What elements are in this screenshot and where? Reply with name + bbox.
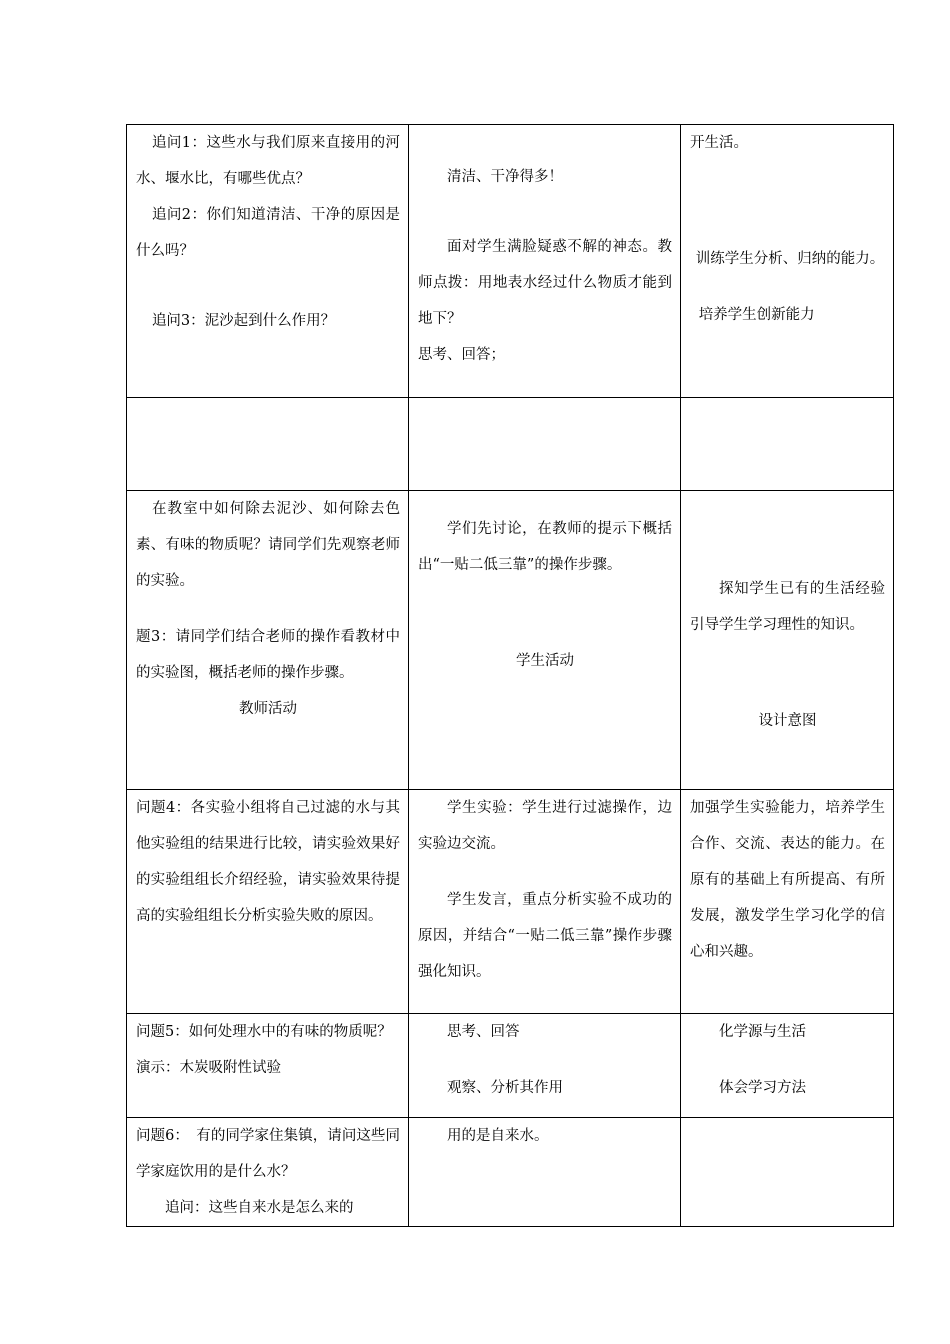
table-row: [127, 491, 894, 790]
table-row: [127, 125, 894, 398]
design-intent-cell: [681, 491, 894, 790]
cell-text: 追问2：你们知道清洁、干净的原因是什么吗？: [136, 207, 400, 259]
empty-cell: [681, 398, 894, 491]
cell-text: 化学源与生活: [719, 1024, 806, 1040]
student-activity-cell: [409, 1014, 681, 1118]
teacher-activity-cell: [127, 1118, 409, 1227]
teacher-activity-cell: [127, 125, 409, 398]
student-activity-cell: [409, 491, 681, 790]
cell-text: 探知学生已有的生活经验引导学生学习理性的知识。: [690, 581, 885, 633]
teacher-activity-cell: [127, 790, 409, 1014]
column-footer-student: 学生活动: [516, 653, 574, 669]
empty-cell: [409, 398, 681, 491]
cell-text: 在教室中如何除去泥沙、如何除去色素、有味的物质呢？请同学们先观察老师的实验。: [136, 501, 400, 589]
cell-text: 问题4：各实验小组将自己过滤的水与其他实验组的结果进行比较，请实验效果好的实验组组长介绍经验，请实验效果待提高的实验组组长分析实验失败的原因。: [136, 800, 400, 924]
cell-text: 追问：这些自来水是怎么来的: [165, 1200, 354, 1216]
teacher-activity-cell: [127, 1014, 409, 1118]
student-activity-cell: [409, 125, 681, 398]
cell-text: 体会学习方法: [719, 1080, 806, 1096]
cell-text: 用的是自来水。: [447, 1128, 549, 1144]
cell-text: 问题5：如何处理水中的有味的物质呢？: [136, 1024, 392, 1040]
design-intent-cell: [681, 1014, 894, 1118]
cell-text: 演示：木炭吸附性试验: [136, 1060, 281, 1076]
cell-text: 题3：请同学们结合老师的操作看教材中的实验图，概括老师的操作步骤。: [136, 629, 400, 681]
table-row: [127, 1118, 894, 1227]
cell-text: 加强学生实验能力，培养学生合作、交流、表达的能力。在原有的基础上有所提高、有所发展，激发学生学习化学的信心和兴趣。: [690, 800, 885, 960]
cell-text: 清洁、干净得多！: [447, 169, 563, 185]
column-footer-teacher: 教师活动: [239, 701, 297, 717]
design-intent-cell: [681, 1118, 894, 1227]
student-activity-cell: [409, 790, 681, 1014]
cell-text: 观察、分析其作用: [447, 1080, 563, 1096]
table-row: [127, 1014, 894, 1118]
cell-text: 思考、回答；: [418, 347, 505, 363]
column-footer-intent: 设计意图: [758, 713, 817, 729]
cell-text: 训练学生分析、归纳的能力。: [695, 251, 885, 267]
cell-text: 面对学生满脸疑惑不解的神态。教师点拨：用地表水经过什么物质才能到地下？: [418, 239, 672, 327]
cell-text: 追问1：这些水与我们原来直接用的河水、堰水比，有哪些优点？: [136, 135, 400, 187]
design-intent-cell: [681, 125, 894, 398]
cell-text: 学们先讨论，在教师的提示下概括出“一贴二低三靠”的操作步骤。: [418, 521, 672, 573]
cell-text: 学生发言，重点分析实验不成功的原因，并结合“一贴二低三靠”操作步骤强化知识。: [418, 892, 672, 980]
lesson-plan-table: [126, 124, 894, 1227]
table-row-empty: [127, 398, 894, 491]
teacher-activity-cell: [127, 491, 409, 790]
cell-text: 学生实验：学生进行过滤操作，边实验边交流。: [418, 800, 672, 852]
empty-cell: [127, 398, 409, 491]
design-intent-cell: [681, 790, 894, 1014]
table-row: [127, 790, 894, 1014]
cell-text: 开生活。: [690, 135, 748, 151]
cell-text: 思考、回答: [447, 1024, 520, 1040]
cell-text: 培养学生创新能力: [698, 307, 815, 323]
student-activity-cell: [409, 1118, 681, 1227]
cell-text: 问题6： 有的同学家住集镇，请问这些同学家庭饮用的是什么水？: [136, 1128, 400, 1180]
cell-text: 追问3：泥沙起到什么作用？: [151, 313, 336, 329]
